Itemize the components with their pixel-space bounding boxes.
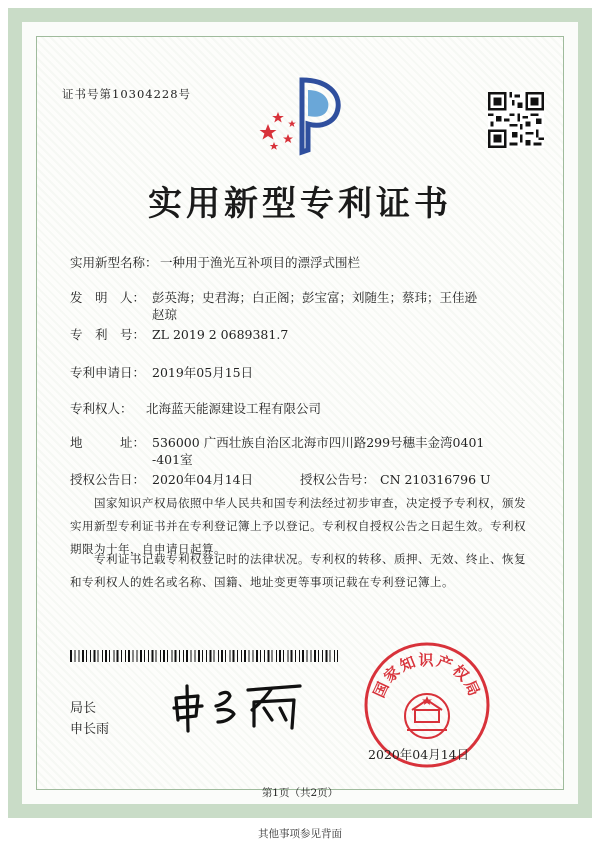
address-label: 地 址： — [70, 435, 146, 450]
patent-number-value: ZL 2019 2 0689381.7 — [152, 327, 289, 342]
address-value-line2: -401室 — [152, 452, 193, 467]
inventor-value-line1: 彭英海；史君海；白正阁；彭宝富；刘随生；蔡玮；王佳逊 — [152, 290, 478, 305]
grant-date-value: 2020年04月14日 — [152, 472, 254, 487]
signature-icon — [168, 676, 308, 736]
patent-number-label: 专 利 号： — [70, 327, 146, 342]
grant-date-label: 授权公告日： — [70, 472, 146, 487]
name-value: 一种用于渔光互补项目的漂浮式围栏 — [160, 255, 361, 270]
application-date-value: 2019年05月15日 — [152, 365, 254, 380]
seal-date: 2020年04月14日 — [368, 747, 470, 762]
statement-paragraph-2: 专利证书记载专利权登记时的法律状况。专利权的转移、质押、无效、终止、恢复和专利权人的姓名或名称、国籍、地址变更等事项记载在专利登记簿上。 — [70, 552, 526, 589]
grant-number-label: 授权公告号： — [300, 472, 376, 487]
certificate-title: 实用新型专利证书 — [148, 184, 452, 224]
owner-label: 专利权人： — [70, 401, 133, 416]
name-label: 实用新型名称： — [70, 255, 158, 270]
certificate-number: 证书号第10304228号 — [62, 87, 192, 101]
seal-text: 国家知识产权局 — [369, 651, 485, 701]
inventor-label: 发 明 人： — [70, 290, 146, 305]
owner-value: 北海蓝天能源建设工程有限公司 — [146, 401, 322, 416]
address-value-line1: 536000 广西壮族自治区北海市四川路299号穗丰金湾0401 — [152, 435, 485, 450]
qr-code-icon — [488, 92, 544, 148]
barcode-icon — [70, 650, 338, 662]
page-number: 第1页（共2页） — [261, 787, 339, 799]
application-date-label: 专利申请日： — [70, 365, 146, 380]
inventor-value-line2: 赵琼 — [152, 307, 178, 322]
chief-name: 申长雨 — [70, 722, 110, 737]
footer-note: 其他事项参见背面 — [258, 828, 342, 840]
patent-office-logo-icon — [258, 72, 342, 156]
statement-paragraph-1: 国家知识产权局依照中华人民共和国专利法经过初步审查，决定授予专利权，颁发实用新型专利证书并在专利登记簿上予以登记。专利权自授权公告之日起生效。专利权期限为十年，自申请日起算。 — [70, 496, 526, 556]
chief-title: 局长 — [70, 701, 97, 716]
grant-number-value: CN 210316796 U — [380, 472, 491, 487]
